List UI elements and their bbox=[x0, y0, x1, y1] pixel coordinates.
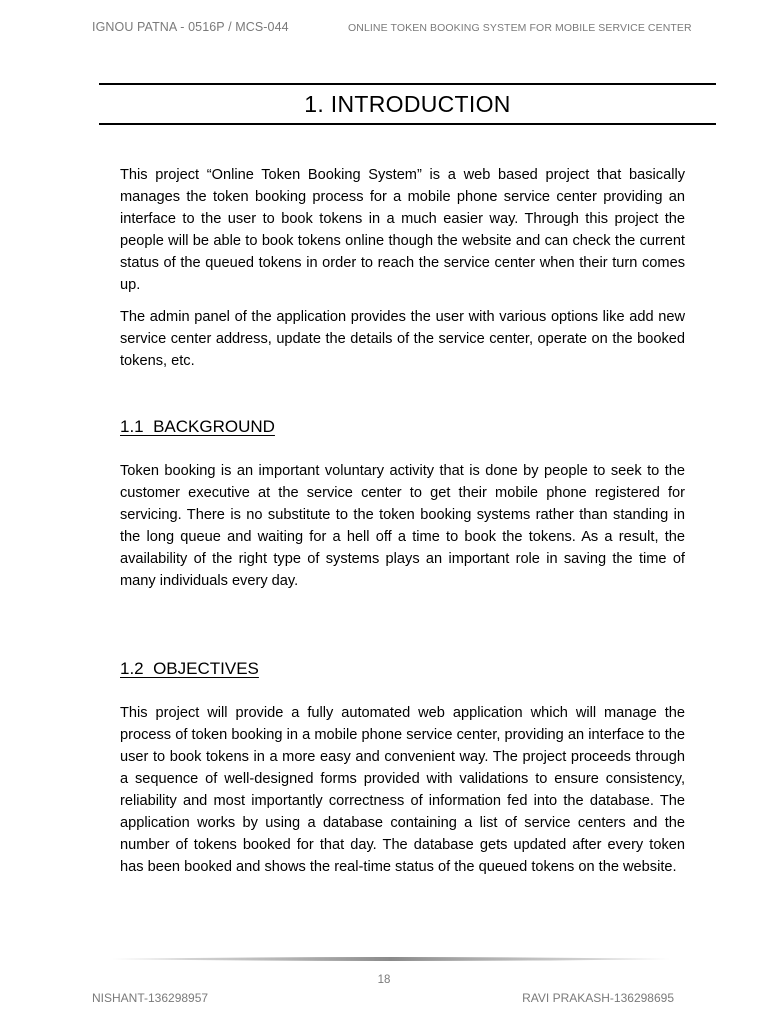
footer-author-1: NISHANT-136298957 bbox=[92, 991, 209, 1005]
page-number: 18 bbox=[377, 974, 391, 986]
footer-divider bbox=[112, 956, 670, 962]
chapter-title: 1. INTRODUCTION bbox=[304, 91, 511, 117]
chapter-title-box bbox=[99, 83, 716, 125]
header-project-title: ONLINE TOKEN BOOKING SYSTEM FOR MOBILE SERVICE CENTER bbox=[348, 22, 692, 34]
intro-paragraph-1: This project “Online Token Booking System” is a web based project that basically manages the token booking process for a mobile phone service center providing an interface to the user to book tokens in a much easier way. Through this project the people will be able to book tokens online though the website and can check the current status of the queued tokens in order to reach the service center when their turn comes up. bbox=[120, 167, 685, 293]
background-paragraph: Token booking is an important voluntary activity that is done by people to seek to the customer executive at the service center to get their mobile phone registered for servicing. There is no substitute to the token booking systems rather than standing in the long queue and waiting for a hell off a time to book the tokens. As a result, the availability of the right type of systems plays an important role in saving the time of many individuals every day. bbox=[120, 463, 685, 589]
background-heading: 1.1 BACKGROUND bbox=[120, 417, 275, 436]
footer-author-2: RAVI PRAKASH-136298695 bbox=[522, 991, 674, 1005]
page-header bbox=[0, 20, 768, 40]
header-course-code: IGNOU PATNA - 0516P / MCS-044 bbox=[92, 20, 289, 34]
objectives-heading: 1.2 OBJECTIVES bbox=[120, 659, 259, 678]
objectives-paragraph: This project will provide a fully automated web application which will manage the process of token booking in a mobile phone service center, providing an interface to the user to book tokens in a more easy and convenient way. The project proceeds through a sequence of well-designed forms provided with validations to ensure consistency, reliability and most importantly correctness of information fed into the database. The application works by using a database containing a list of service centers and the number of tokens booked for that day. The database gets updated after every token has been booked and shows the real-time status of the queued tokens on the website. bbox=[120, 705, 685, 875]
intro-paragraph-2: The admin panel of the application provides the user with various options like add new service center address, update the details of the service center, operate on the booked tokens, etc. bbox=[120, 309, 685, 369]
